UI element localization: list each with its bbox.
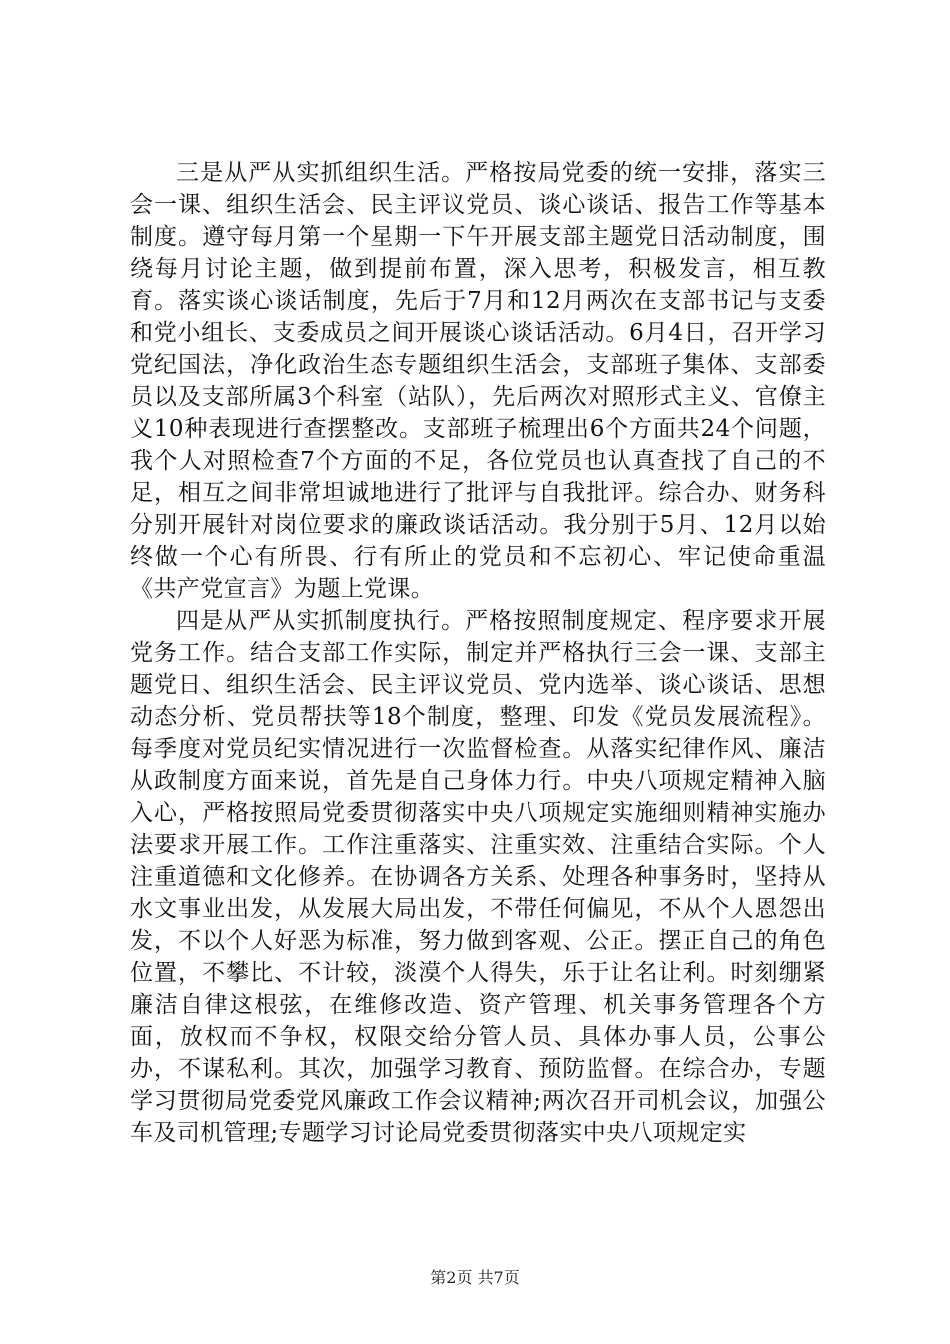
paragraph-organizational-life: 三是从严从实抓组织生活。严格按局党委的统一安排，落实三会一课、组织生活会、民主评议党员、谈心谈话、报告工作等基本制度。遵守每月第一个星期一下午开展支部主题党日活动制度，围绕每月讨论主题，做到提前布置，深入思考，积极发言，相互教育。落实谈心谈话制度，先后于7月和12月两次在支部书记与支委和党小组长、支委成员之间开展谈心谈话活动。6月4日，召开学习党纪国法，净化政治生态专题组织生活会，支部班子集体、支部委员以及支部所属3个科室（站队），先后两次对照形式主义、官僚主义10种表现进行查摆整改。支部班子梳理出6个方面共24个问题，我个人对照检查7个方面的不足，各位党员也认真查找了自己的不足，相互之间非常坦诚地进行了批评与自我批评。综合办、财务科分别开展针对岗位要求的廉政谈话活动。我分别于5月、12月以始终做一个心有所畏、行有所止的党员和不忘初心、牢记使命重温《共产党宣言》为题上党课。 — [130, 160, 826, 602]
paragraph-system-execution: 四是从严从实抓制度执行。严格按照制度规定、程序要求开展党务工作。结合支部工作实际，制定并严格执行三会一课、支部主题党日、组织生活会、民主评议党员、党内选举、谈心谈话、思想动态分析、党员帮扶等18个制度，整理、印发《党员发展流程》。每季度对党员纪实情况进行一次监督检查。从落实纪律作风、廉洁从政制度方面来说，首先是自己身体力行。中央八项规定精神入脑入心，严格按照局党委贯彻落实中央八项规定实施细则精神实施办法要求开展工作。工作注重落实、注重实效、注重结合实际。个人注重道德和文化修养。在协调各方关系、处理各种事务时，坚持从水文事业出发，从发展大局出发，不带任何偏见，不从个人恩怨出发，不以个人好恶为标准，努力做到客观、公正。摆正自己的角色位置，不攀比、不计较，淡漠个人得失，乐于让名让利。时刻绷紧廉洁自律这根弦，在维修改造、资产管理、机关事务管理各个方面，放权而不争权，权限交给分管人员、具体办事人员，公事公办，不谋私利。其次，加强学习教育、预防监督。在综合办，专题学习贯彻局党委党风廉政工作会议精神;两次召开司机会议，加强公车及司机管理;专题学习讨论局党委贯彻落实中央八项规定实 — [130, 608, 826, 1146]
page-number-footer: 第2页 共7页 — [430, 1268, 520, 1287]
document-body — [130, 157, 826, 1149]
